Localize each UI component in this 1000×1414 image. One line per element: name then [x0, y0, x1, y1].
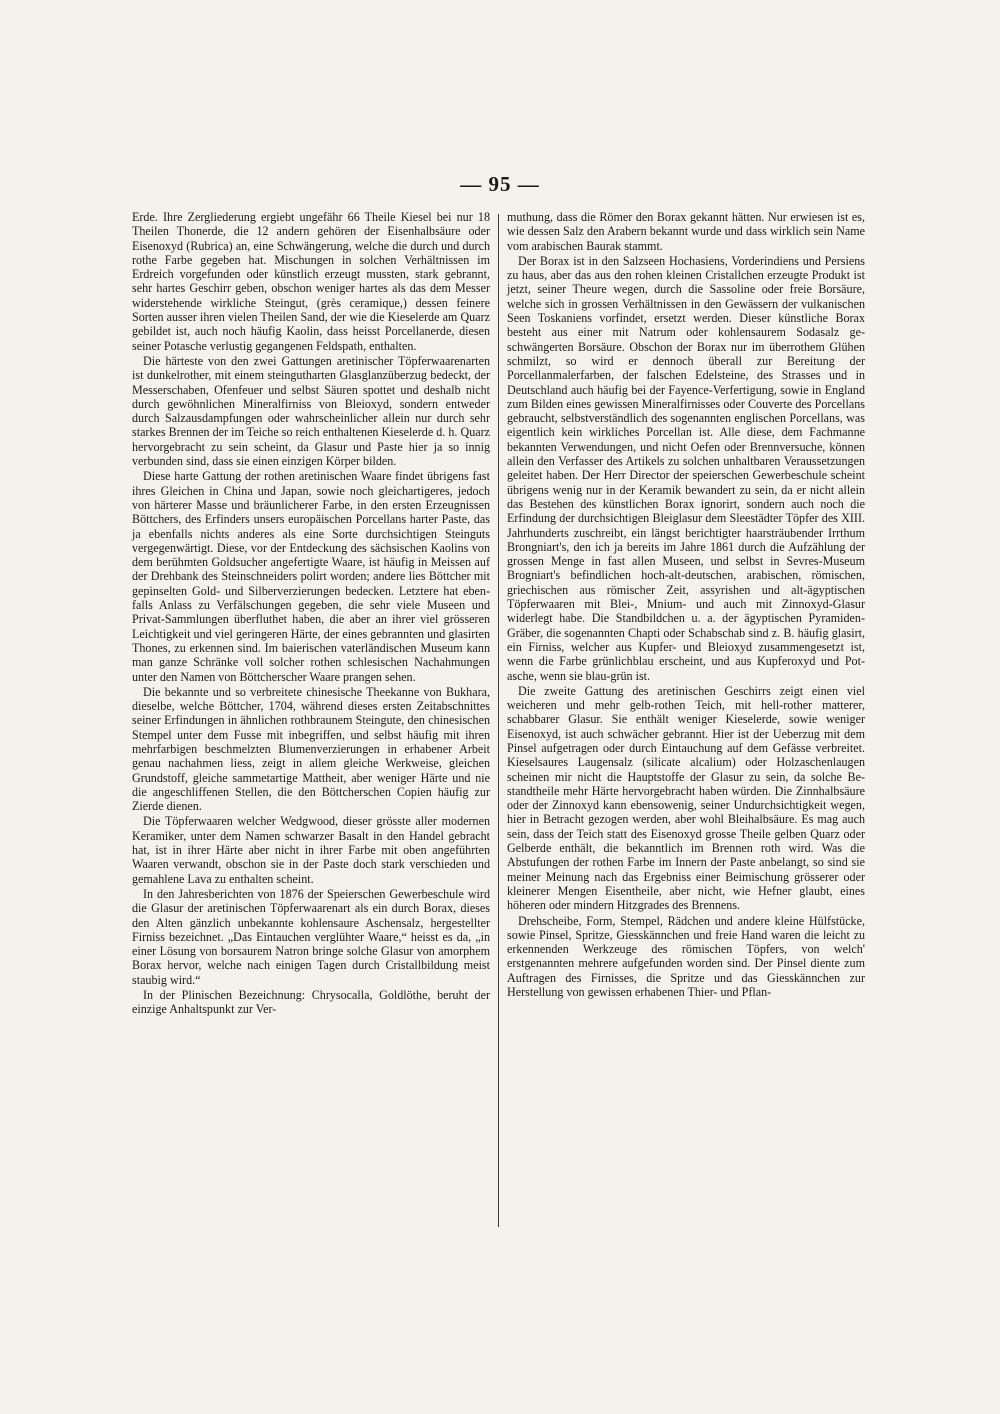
- left-column: [132, 210, 490, 1018]
- paragraph: Die Töpferwaaren welcher Wedgwood, dieser grösste aller modernen Keramiker, unter dem Namen schwarzer Basalt in den Handel gebracht hat, ist in ihrer Härte aber nicht in ihrer Farbe mit oben angeführten Waaren verwandt, obschon sie in der Paste doch stark verschieden und gemahlene Lava zu enthalten scheint.: [132, 814, 490, 886]
- paragraph: muthung, dass die Römer den Borax gekannt hätten. Nur erwiesen ist es, wie dessen Salz den Arabern bekannt wurde und dass wirklich sein Name vom arabischen Baurak stammt.: [507, 210, 865, 253]
- paragraph: Die zweite Gattung des aretinischen Geschirrs zeigt einen viel weicheren und mehr gelb-rothen Teich, mit hell-rother matterer, schabbarer Glasur. Sie enthält weniger Kieselerde, sowie weniger Eisenoxyd, ist auch schwächer gebrannt. Hier ist der Ueberzug mit dem Pinsel aufgetragen oder durch Eintauchung auf dem Gefässe verbreitet. Kieselsaures Laugensalz (silicate alcalium) oder Holzaschenlaugen scheinen mir nicht die Hauptstoffe der Glasur zu sein, da solche Bestandtheile mehr Härte hervorgebracht haben würden. Die Zinnhalbsäure oder der Zinnoxyd kann ebensowenig, seiner Undurchsichtigkeit wegen, hier in Betracht gezogen werden, aber wohl Bleihalbsäure. Es mag auch sein, dass der Teich statt des Eisenoxyd grosse Theile gelben Quarz oder Gelberde enthält, die bekanntlich im Brennen roth wird. Was die Abstufungen der rothen Farbe im Innern der Paste anbelangt, so sind sie meiner Meinung nach das Ergebniss einer Beimischung grösserer oder kleinerer Mengen Eisentheile, aber nicht, wie Hefner glaubt, eines höheren oder mindern Hitzgrades des Brennens.: [507, 683, 865, 913]
- paragraph: In den Jahresberichten von 1876 der Speierschen Gewerbeschule wird die Glasur der aretinischen Töpferwaarenart als ein durch Borax, dieses den Alten gänzlich unbekannte kohlensaure Aschensalz, hergestellter Firniss bezeichnet. „Das Eintauchen verglühter Waare,“ heisst es da, „in einer Lösung von borsaurem Natron bringe solche Glasur von amorphem Borax hervor, welche nach einigen Tagen durch Cristallbildung meist staubig wird.“: [132, 886, 490, 987]
- paragraph: Die bekannte und so verbreitete chinesische Theekanne von Bukhara, dieselbe, welche Böttcher, 1704, während dieses ersten Zeitabschnittes seiner Erfindungen in ähnlichen rothbraunem Steingute, den chinesischen Stempel unter dem Fusse mit inbegriffen, und selbst häufig mit ihren mehrfarbigen beschmelzten Blumenverzierungen in erhabener Arbeit genau nachahmen liess, zeigt in allem gleiche Werkweise, gleichen Grundstoff, gleiche sammetartige Mattheit, aber weniger Härte und nie die angeschliffenen Stellen, die den Böttcherschen Copien häufig zur Zierde dienen.: [132, 684, 490, 814]
- paragraph: In der Plinischen Bezeichnung: Chrysocalla, Goldlöthe, beruht der einzige Anhaltspunkt zur Ver-: [132, 988, 490, 1017]
- paragraph: Drehscheibe, Form, Stempel, Rädchen und andere kleine Hülfstücke, sowie Pinsel, Spritze, Giesskännchen und freie Hand waren die leicht zu erkennenden Werkzeuge des römischen Töpfers, von welch' erstgenannten mehrere aufgefunden worden sind. Der Pinsel diente zum Auftragen des Firnisses, die Spritze und das Giesskännchen zur Herstellung von gewissen erhabenen Thier- und Pflan-: [507, 913, 865, 1000]
- right-column: [507, 210, 865, 1000]
- column-divider: [498, 214, 499, 1227]
- paragraph: Der Borax ist in den Salzseen Hochasiens, Vorderindiens und Persiens zu haus, aber das aus den rohen kleinen Cristallchen erzeugte Produkt ist jetzt, seiner Theure wegen, durch die Sassoline oder freie Borsäure, welche sich in grossen Verhältnissen in den Gewässern der vulkanischen Seen Toskaniens vorfindet, ersetzt werden. Dieser künstliche Borax besteht aus einer mit Natrum oder kohlensaurem Sodasalz geschwängerten Borsäure. Obschon der Borax nur im überrothem Glühen schmilzt, so wird er dennoch überall zur Bereitung der Porcellanmalerfarben, der falschen Edelsteine, des Strasses und in Deutschland auch häufig bei der Fayence-Verfertigung, sowie in England zum Bilden eines gewissen Mineralfirnisses oder Couverte des Porcellans gebraucht, selbstverständlich des sogenannten englischen Porcellans, was eigentlich kein wirkliches Porcellan ist. Alle diese, dem Fachmanne bekannten Verwendungen, und nicht Oefen oder Brennversuche, können allein den Verfasser des Artikels zu solchen unhaltbaren Veraussetzungen geleitet haben. Der Herr Director der speierschen Gewerbeschule scheint übrigens wenig nur in der Keramik bewandert zu sein, da er nicht allein das Bestehen des künstlichen Borax ignorirt, sondern auch noch die Erfindung der durchsichtigen Bleiglasur dem Sleestädter Töpfer des XIII. Jahrhunderts zuschreibt, ein längst berichtigter haarsträubender Irrthum Brongniart's, den ich ja bereits im Jahre 1861 durch die Aufzählung der grossen Menge in fast allen Museen, und selbst in Sevres-Museum Brogniart's befindlichen hoch-alt-deutschen, arabischen, römischen, griechischen aus römischer Zeit, assyrishen und alt-ägyptischen Töpferwaaren mit Blei-, Mnium- und auch mit Zinnoxyd-Glasur widerlegt habe. Die Standbildchen u. a. der ägyptischen Pyramiden-Gräber, die sogenannten Chapti oder Schabschab sind z. B. häufig glasirt, ein Firniss, welcher aus Kupfer- und Bleioxyd zusammengesetzt ist, wenn die Farbe grünlichblau erscheint, und aus Kupferoxyd und Potasche, wenn sie blau-grün ist.: [507, 253, 865, 683]
- paragraph: Erde. Ihre Zergliederung ergiebt ungefähr 66 Theile Kiesel bei nur 18 Theilen Thonerde, die 12 andern gehören der Eisenhalbsäure oder Eisenoxyd (Rubrica) an, eine Schwängerung, welche die durch und durch rothe Farbe gegeben hat. Mischungen in solchen Verhältnissen im Erdreich vorgefunden oder künstlich erzeugt mussten, stark gebrannt, sehr hartes Geschirr geben, obschon weniger hartes als das dem Messer widerstehende wirkliche Steingut, (grès ceramique,) dessen feinere Sorten ausser ihren vielen Theilen Sand, der wie die Kieselerde am Quarz gebildet ist, auch noch häufig Kaolin, dass heisst Porcellanerde, diesen seiner Potasche verlustig gegangenen Feldspath, enthalten.: [132, 210, 490, 353]
- paragraph: Die härteste von den zwei Gattungen aretinischer Töpferwaarenarten ist dunkelrother, mit einem steingutharten Glasglanzüberzug bedeckt, der Messerschaben, Ofenfeuer und selbst Säuren spottet und deshalb nicht durch gewöhnlichen Mineralfirniss von Bleioxyd, sondern entweder durch Salzausdampfungen oder wahrscheinlicher allein nur durch sehr starkes Brennen der im Teiche so reich enthaltenen Kieselerde d. h. Quarz hervorgebracht zu sein scheint, da Glasur und Paste hier ja so innig verbunden sind, dass sie einen einzigen Körper bilden.: [132, 353, 490, 469]
- page-number: — 95 —: [460, 172, 540, 196]
- paragraph: Diese harte Gattung der rothen aretinischen Waare findet übrigens fast ihres Gleichen in China und Japan, sowie noch gleichartigeres, jedoch von härterer Masse und bräunlicherer Farbe, in den ersten Erzeugnissen Böttchers, des Erfinders unsers europäischen Porcellans harter Paste, das ja ebenfalls nichts anderes als eine Sorte durchsichtigen Steinguts vergegenwärtigt. Diese, vor der Entdeckung des sächsischen Kaolins von dem berühmten Goldsucher angefertigte Waare, ist häufig in Meissen auf der Drehbank des Steinschneiders polirt worden; andere lies Böttcher mit gepinselten Gold- und Silberverzierungen bedecken. Letztere hat ebenfalls Anlass zu Verfälschungen gegeben, die sehr viele Museen und Privat-Sammlungen überfluthet haben, die aber an ihrer viel grösseren Leichtigkeit und viel geringeren Härte, der eines gebrannten und glasirten Thones, zu erkennen sind. Im baierischen vaterländischen Museum kann man ganze Schränke voll solcher rothen schlesischen Nachahmungen unter den Namen von Böttcherscher Waare prangen sehen.: [132, 469, 490, 684]
